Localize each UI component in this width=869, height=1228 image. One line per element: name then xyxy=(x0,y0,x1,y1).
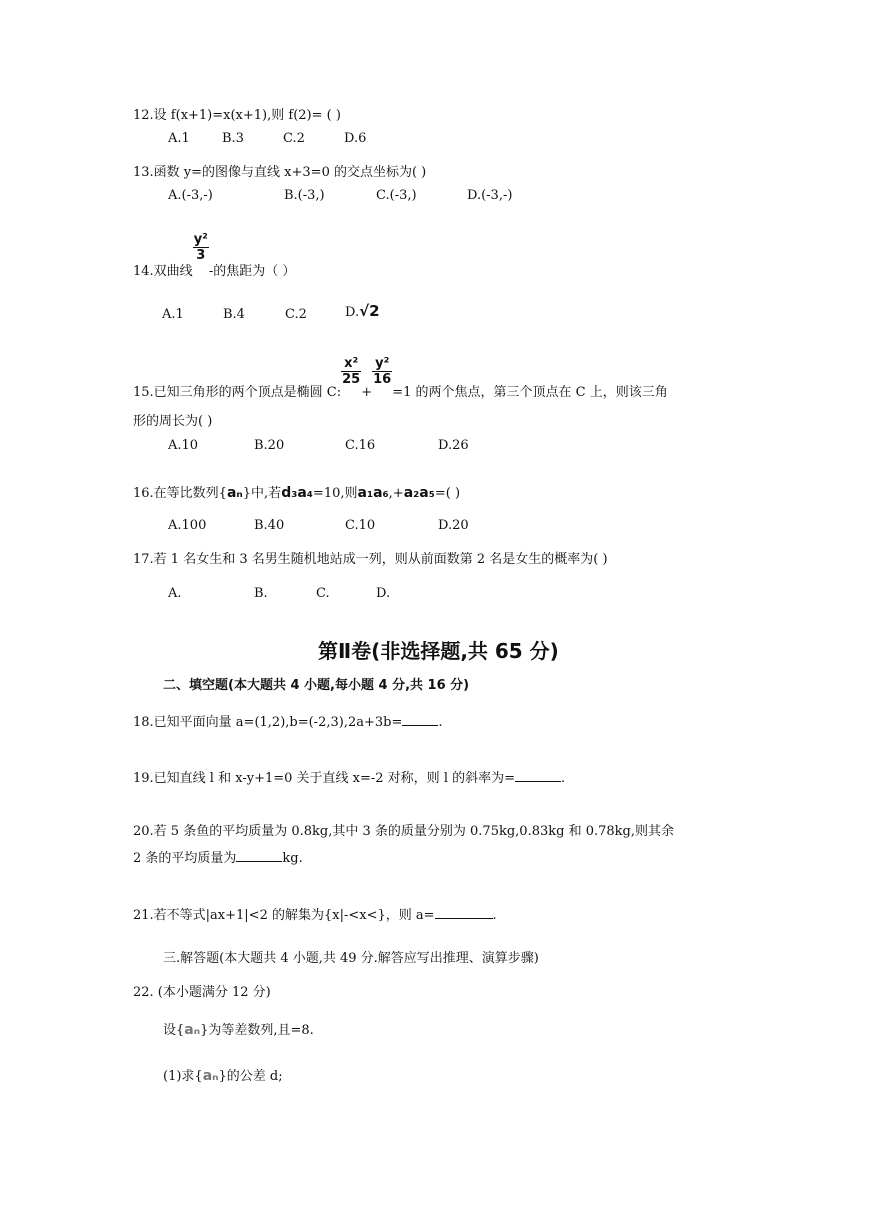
q13-option-b: B.(-3,) xyxy=(284,188,325,203)
q20-line1: 20.若 5 条鱼的平均质量为 0.8kg,其中 3 条的质量分别为 0.75kg,0.83kg 和 0.78kg,则其余 xyxy=(133,824,674,839)
q16-option-a: A.100 xyxy=(168,518,207,533)
sequence-symbol: aₙ xyxy=(226,485,243,501)
q18-answer-blank[interactable] xyxy=(402,711,438,726)
q14-suffix: -的焦距为（ ） xyxy=(208,264,296,279)
q15-frac1-num: x² xyxy=(341,356,361,372)
q22-line1-b: }为等差数列,且=8. xyxy=(200,1023,314,1038)
sqrt-symbol: √2 xyxy=(359,302,380,320)
q18-text: 18.已知平面向量 a=(1,2),b=(-2,3),2a+3b= xyxy=(133,715,403,730)
q15-fraction-2 xyxy=(372,356,392,387)
q22-part-1-b: }的公差 d; xyxy=(218,1069,283,1084)
q16-part-5: =( ) xyxy=(434,486,461,501)
q21-text: 21.若不等式|ax+1|<2 的解集为{x|-<x<}，则 a= xyxy=(133,908,435,923)
q16-option-c: C.10 xyxy=(345,518,376,533)
product-symbol-2: a₁a₆ xyxy=(357,485,389,501)
product-symbol-3: a₂a₅ xyxy=(403,485,435,501)
q21-end: . xyxy=(492,908,497,923)
q18-stem xyxy=(133,711,443,732)
q12-stem: 12.设 f(x+1)=x(x+1),则 f(2)= ( ) xyxy=(133,108,341,123)
q20-line2 xyxy=(133,847,303,868)
q16-part-1: 16.在等比数列{ xyxy=(133,486,227,501)
q16-stem xyxy=(133,484,460,503)
q15-option-d: D.26 xyxy=(438,438,469,453)
q22-part-1-a: (1)求{ xyxy=(163,1069,203,1084)
q20-unit: kg. xyxy=(282,851,303,866)
q16-part-2: }中,若 xyxy=(242,486,282,501)
q21-stem xyxy=(133,904,497,925)
q14-frac-den: 3 xyxy=(196,248,206,263)
q14-option-c: C.2 xyxy=(285,307,307,322)
q17-option-b: B. xyxy=(254,586,268,601)
q20-answer-blank[interactable] xyxy=(236,847,282,862)
q15-option-a: A.10 xyxy=(168,438,199,453)
q13-option-a: A.(-3,-) xyxy=(168,188,213,203)
q15-prefix: 15.已知三角形的两个顶点是椭圆 C: xyxy=(133,385,342,400)
q19-text: 19.已知直线 l 和 x-y+1=0 关于直线 x=-2 对称，则 l 的斜率为= xyxy=(133,771,515,786)
q15-plus: + xyxy=(361,385,373,400)
q17-option-c: C. xyxy=(316,586,330,601)
q15-frac2-den: 16 xyxy=(373,372,392,387)
section-2-subtitle: 二、填空题(本大题共 4 小题,每小题 4 分,共 16 分) xyxy=(163,678,470,693)
q16-part-3: =10,则 xyxy=(312,486,358,501)
q19-stem xyxy=(133,767,565,788)
q12-option-c: C.2 xyxy=(283,131,305,146)
q12-option-b: B.3 xyxy=(222,131,244,146)
q14-option-b: B.4 xyxy=(223,307,245,322)
q13-option-c: C.(-3,) xyxy=(376,188,417,203)
q17-option-a: A. xyxy=(168,586,182,601)
product-symbol-1: d₃a₄ xyxy=(281,485,313,501)
q14-option-d-label: D. xyxy=(345,305,360,320)
q22-line1 xyxy=(163,1021,314,1040)
q14-prefix: 14.双曲线 xyxy=(133,264,193,279)
section-3-title: 三.解答题(本大题共 4 小题,共 49 分.解答应写出推理、演算步骤) xyxy=(163,951,539,966)
q12-option-d: D.6 xyxy=(344,131,367,146)
q19-answer-blank[interactable] xyxy=(515,767,561,782)
q15-option-c: C.16 xyxy=(345,438,376,453)
q19-end: . xyxy=(561,771,566,786)
q15-frac1-den: 25 xyxy=(342,372,361,387)
q15-suffix: =1 的两个焦点，第三个顶点在 C 上，则该三角 xyxy=(392,385,668,400)
q17-option-d: D. xyxy=(376,586,391,601)
q14-fraction xyxy=(193,232,209,263)
q16-option-d: D.20 xyxy=(438,518,469,533)
q17-stem: 17.若 1 名女生和 3 名男生随机地站成一列，则从前面数第 2 名是女生的概率为( ) xyxy=(133,552,608,567)
sequence-symbol: aₙ xyxy=(202,1068,219,1084)
q15-frac2-num: y² xyxy=(372,356,392,372)
q22-heading: 22. (本小题满分 12 分) xyxy=(133,985,271,1000)
q14-option-a: A.1 xyxy=(162,307,184,322)
q22-part-1 xyxy=(163,1067,283,1086)
q15-stem xyxy=(133,356,668,402)
q22-line1-a: 设{ xyxy=(163,1023,185,1038)
q14-stem xyxy=(133,232,295,281)
q14-frac-num: y² xyxy=(193,232,208,247)
q21-answer-blank[interactable] xyxy=(435,904,493,919)
q13-stem: 13.函数 y=的图像与直线 x+3=0 的交点坐标为( ) xyxy=(133,165,427,180)
q15-line2: 形的周长为( ) xyxy=(133,414,213,429)
q14-option-d xyxy=(345,302,380,322)
q20-line2-text: 2 条的平均质量为 xyxy=(133,851,237,866)
section-2-title: 第Ⅱ卷(非选择题,共 65 分) xyxy=(318,639,559,663)
q15-fraction-1 xyxy=(341,356,361,387)
q15-option-b: B.20 xyxy=(254,438,285,453)
q12-option-a: A.1 xyxy=(168,131,190,146)
q13-option-d: D.(-3,-) xyxy=(467,188,513,203)
q18-end: . xyxy=(438,715,443,730)
q16-part-4: ,+ xyxy=(388,486,404,501)
q16-option-b: B.40 xyxy=(254,518,285,533)
sequence-symbol: aₙ xyxy=(184,1022,201,1038)
